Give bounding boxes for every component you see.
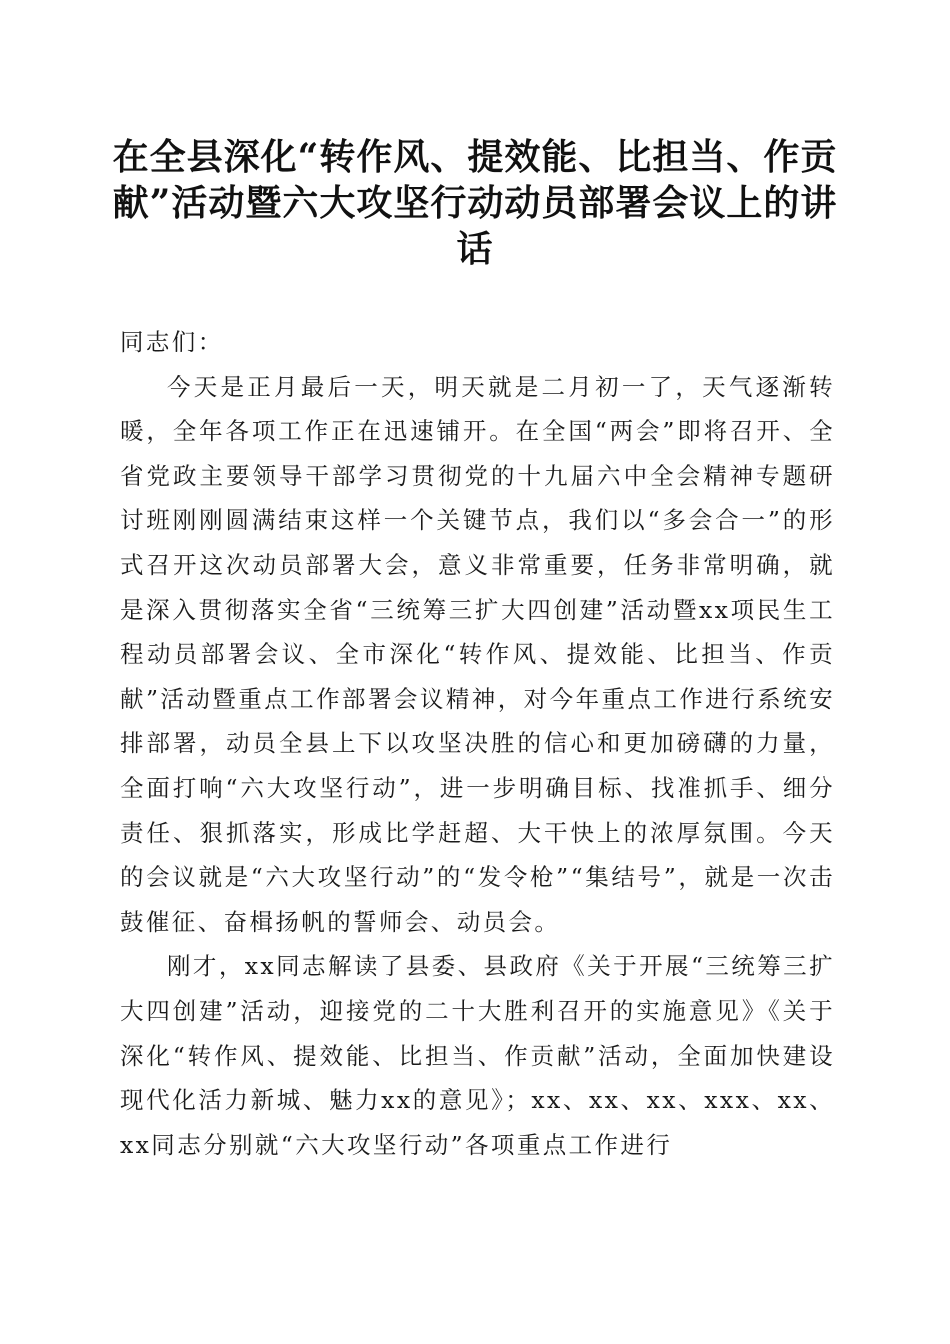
salutation: 同志们： (120, 328, 224, 356)
document-title: 在全县深化“转作风、提效能、比担当、作贡献”活动暨六大攻坚行动动员部署会议上的讲话 (112, 136, 838, 270)
paragraph-second: 刚才，xx同志解读了县委、县政府《关于开展“三统筹三扩大四创建”活动，迎接党的二十大胜利召开的实施意见》《关于深化“转作风、提效能、比担当、作贡献”活动，全面加快建设现代化活力新城、魅力xx的意见》；xx、xx、xx、xxx、xx、xx同志分别就“六大攻坚行动”各项重点工作进行 (120, 952, 835, 1159)
document-body (120, 320, 835, 1167)
paragraph-opening: 今天是正月最后一天，明天就是二月初一了，天气逐渐转暖，全年各项工作正在迅速铺开。在全国“两会”即将召开、全省党政主要领导干部学习贯彻党的十九届六中全会精神专题研讨班刚刚圆满结束这样一个关键节点，我们以“多会合一”的形式召开这次动员部署大会，意义非常重要，任务非常明确，就是深入贯彻落实全省“三统筹三扩大四创建”活动暨xx项民生工程动员部署会议、全市深化“转作风、提效能、比担当、作贡献”活动暨重点工作部署会议精神，对今年重点工作进行系统安排部署，动员全县上下以攻坚决胜的信心和更加磅礴的力量，全面打响“六大攻坚行动”，进一步明确目标、找准抓手、细分责任、狠抓落实，形成比学赶超、大干快上的浓厚氛围。今天的会议就是“六大攻坚行动”的“发令枪”“集结号”，就是一次击鼓催征、奋楫扬帆的誓师会、动员会。 (120, 372, 835, 936)
